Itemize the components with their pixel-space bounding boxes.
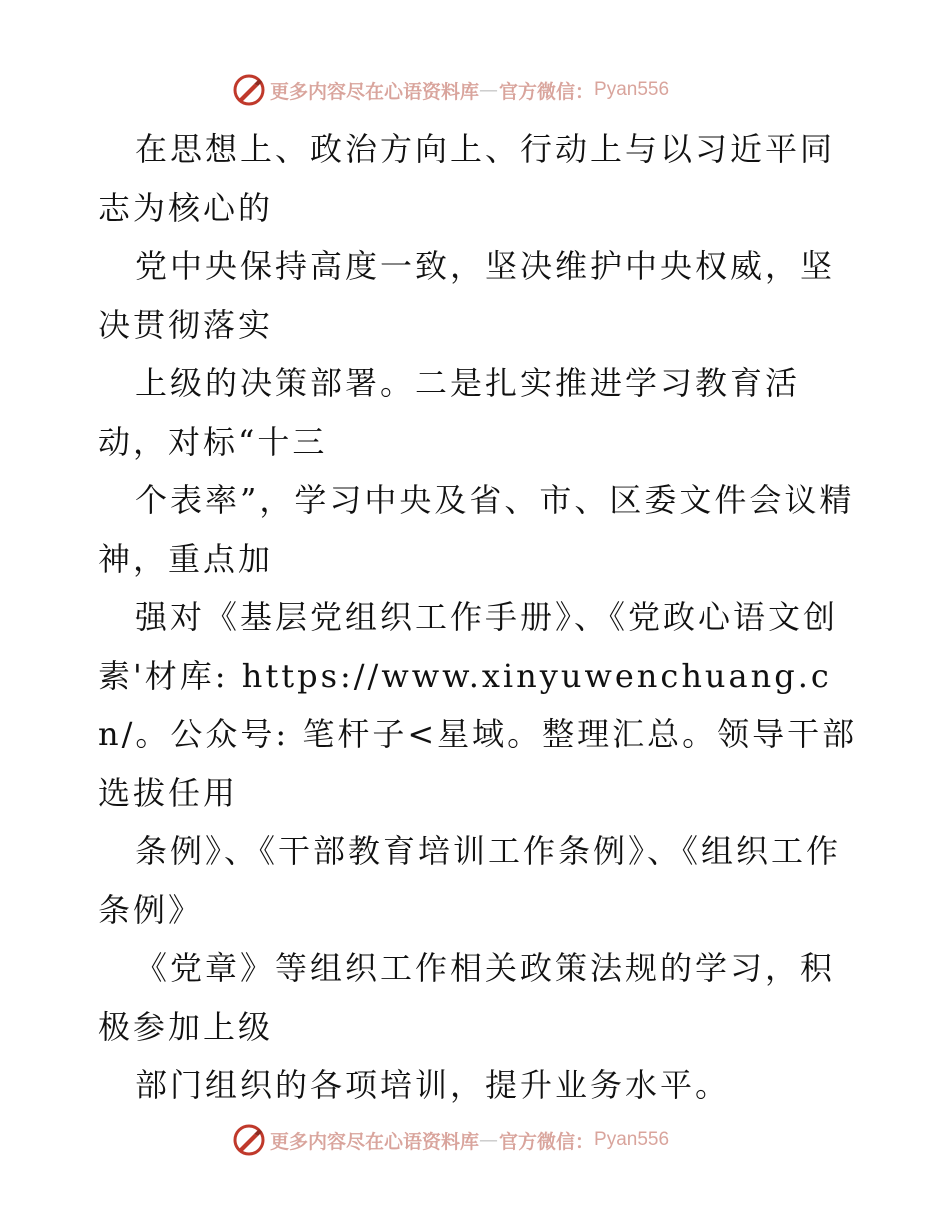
banner-separator: — <box>479 79 500 101</box>
banner-wechat-id: Pyan556 <box>594 79 670 100</box>
document-body <box>98 120 858 1115</box>
banner-wechat-id: Pyan556 <box>594 1129 670 1150</box>
pen-logo-icon <box>232 1123 266 1157</box>
banner-main-text: 更多内容尽在心语资料库 <box>270 80 480 103</box>
paragraph-4: 个表率”，学习中央及省、市、区委文件会议精神，重点加 <box>98 481 855 578</box>
paragraph-1: 在思想上、政治方向上、行动上与以习近平同志为核心的 <box>98 130 836 227</box>
paragraph-7: 《党章》等组织工作相关政策法规的学习，积极参加上级 <box>98 949 836 1046</box>
banner-main-text: 更多内容尽在心语资料库 <box>270 1130 480 1153</box>
paragraph-3: 上级的决策部署。二是扎实推进学习教育活动，对标“十三 <box>98 364 801 461</box>
banner-wechat-label: 官方微信： <box>499 80 595 103</box>
footer-banner <box>232 1122 669 1158</box>
paragraph-5: 强对《基层党组织工作手册》、《党政心语文创素'材库: https://www.xinyuwenchuang.cn/。公众号: 笔杆子<星域。整理汇总。领导干部选拔任用 <box>98 598 858 812</box>
header-banner <box>232 72 669 108</box>
paragraph-2: 党中央保持高度一致，坚决维护中央权威，坚决贯彻落实 <box>98 247 836 344</box>
banner-wechat-label: 官方微信： <box>499 1130 595 1153</box>
banner-separator: — <box>479 1129 500 1151</box>
paragraph-8: 部门组织的各项培训，提升业务水平。 <box>135 1066 731 1104</box>
pen-logo-icon <box>232 73 266 107</box>
paragraph-6: 条例》、《干部教育培训工作条例》、《组织工作条例》 <box>98 832 842 929</box>
